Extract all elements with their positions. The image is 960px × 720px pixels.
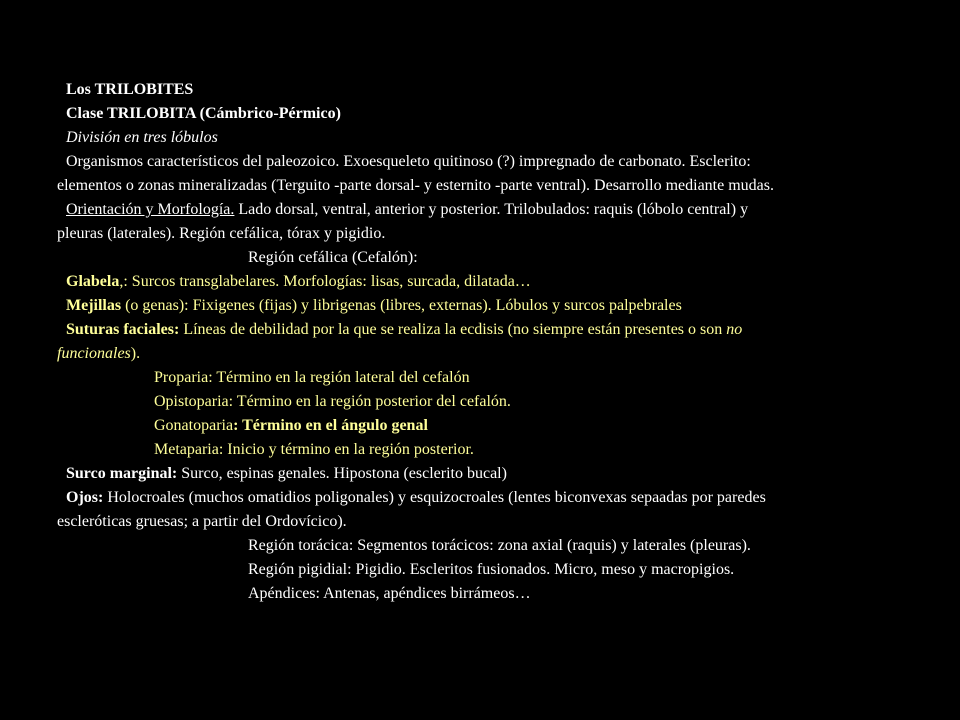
mejillas-label: Mejillas xyxy=(66,297,122,314)
opistoparia-line: Opistoparia: Término en la región posterior del cefalón. xyxy=(154,393,511,410)
pigidial-line: Región pigidial: Pigidio. Escleritos fusionados. Micro, meso y macropigios. xyxy=(248,561,735,578)
glabela-label: Glabela xyxy=(66,273,120,290)
gonatoparia-line: Gonatoparia: Término en el ángulo genal xyxy=(154,417,428,434)
glabela-line: Glabela,: Surcos transglabelares. Morfologías: lisas, surcada, dilatada… xyxy=(66,273,531,290)
apendices-line: Apéndices: Antenas, apéndices birrámeos… xyxy=(248,585,531,602)
orientation-line-1: Orientación y Morfología. Lado dorsal, ventral, anterior y posterior. Trilobulados: raquis (lóbolo central) y xyxy=(66,201,749,218)
suturas-line-2: funcionales). xyxy=(57,345,141,362)
proparia-line: Proparia: Término en la región lateral del cefalón xyxy=(154,369,470,386)
intro-line-1: Organismos característicos del paleozoico. Exoesqueleto quitinoso (?) impregnado de carbonato. Esclerito: xyxy=(66,153,751,170)
division-line: División en tres lóbulos xyxy=(66,129,218,146)
mejillas-line: Mejillas (o genas): Fixigenes (fijas) y librigenas (libres, externas). Lóbulos y surcos palpebrales xyxy=(66,297,682,314)
orientation-line-2: pleuras (laterales). Región cefálica, tórax y pigidio. xyxy=(57,225,386,242)
cephalic-header: Región cefálica (Cefalón): xyxy=(248,249,418,266)
ojos-line-1: Ojos: Holocroales (muchos omatidios poligonales) y esquizocroales (lentes biconvexas sepaadas por paredes xyxy=(66,489,766,506)
suturas-label: Suturas faciales: xyxy=(66,321,180,338)
ojos-line-2: escleróticas gruesas; a partir del Ordovícico). xyxy=(57,513,347,530)
surco-label: Surco marginal: xyxy=(66,465,178,482)
toracica-line: Región torácica: Segmentos torácicos: zona axial (raquis) y laterales (pleuras). xyxy=(248,537,751,554)
orientation-label: Orientación y Morfología. xyxy=(66,201,235,218)
suturas-line-1: Suturas faciales: Líneas de debilidad por la que se realiza la ecdisis (no siempre están presentes o son no xyxy=(66,321,743,338)
intro-line-2: elementos o zonas mineralizadas (Terguito -parte dorsal- y esternito -parte ventral). Desarrollo mediante mudas. xyxy=(57,177,774,194)
slide-title: Los TRILOBITES xyxy=(66,81,194,98)
metaparia-line: Metaparia: Inicio y término en la región posterior. xyxy=(154,441,474,458)
surco-line: Surco marginal: Surco, espinas genales. Hipostona (esclerito bucal) xyxy=(66,465,507,482)
class-line: Clase TRILOBITA (Cámbrico-Pérmico) xyxy=(66,105,341,122)
ojos-label: Ojos: xyxy=(66,489,104,506)
